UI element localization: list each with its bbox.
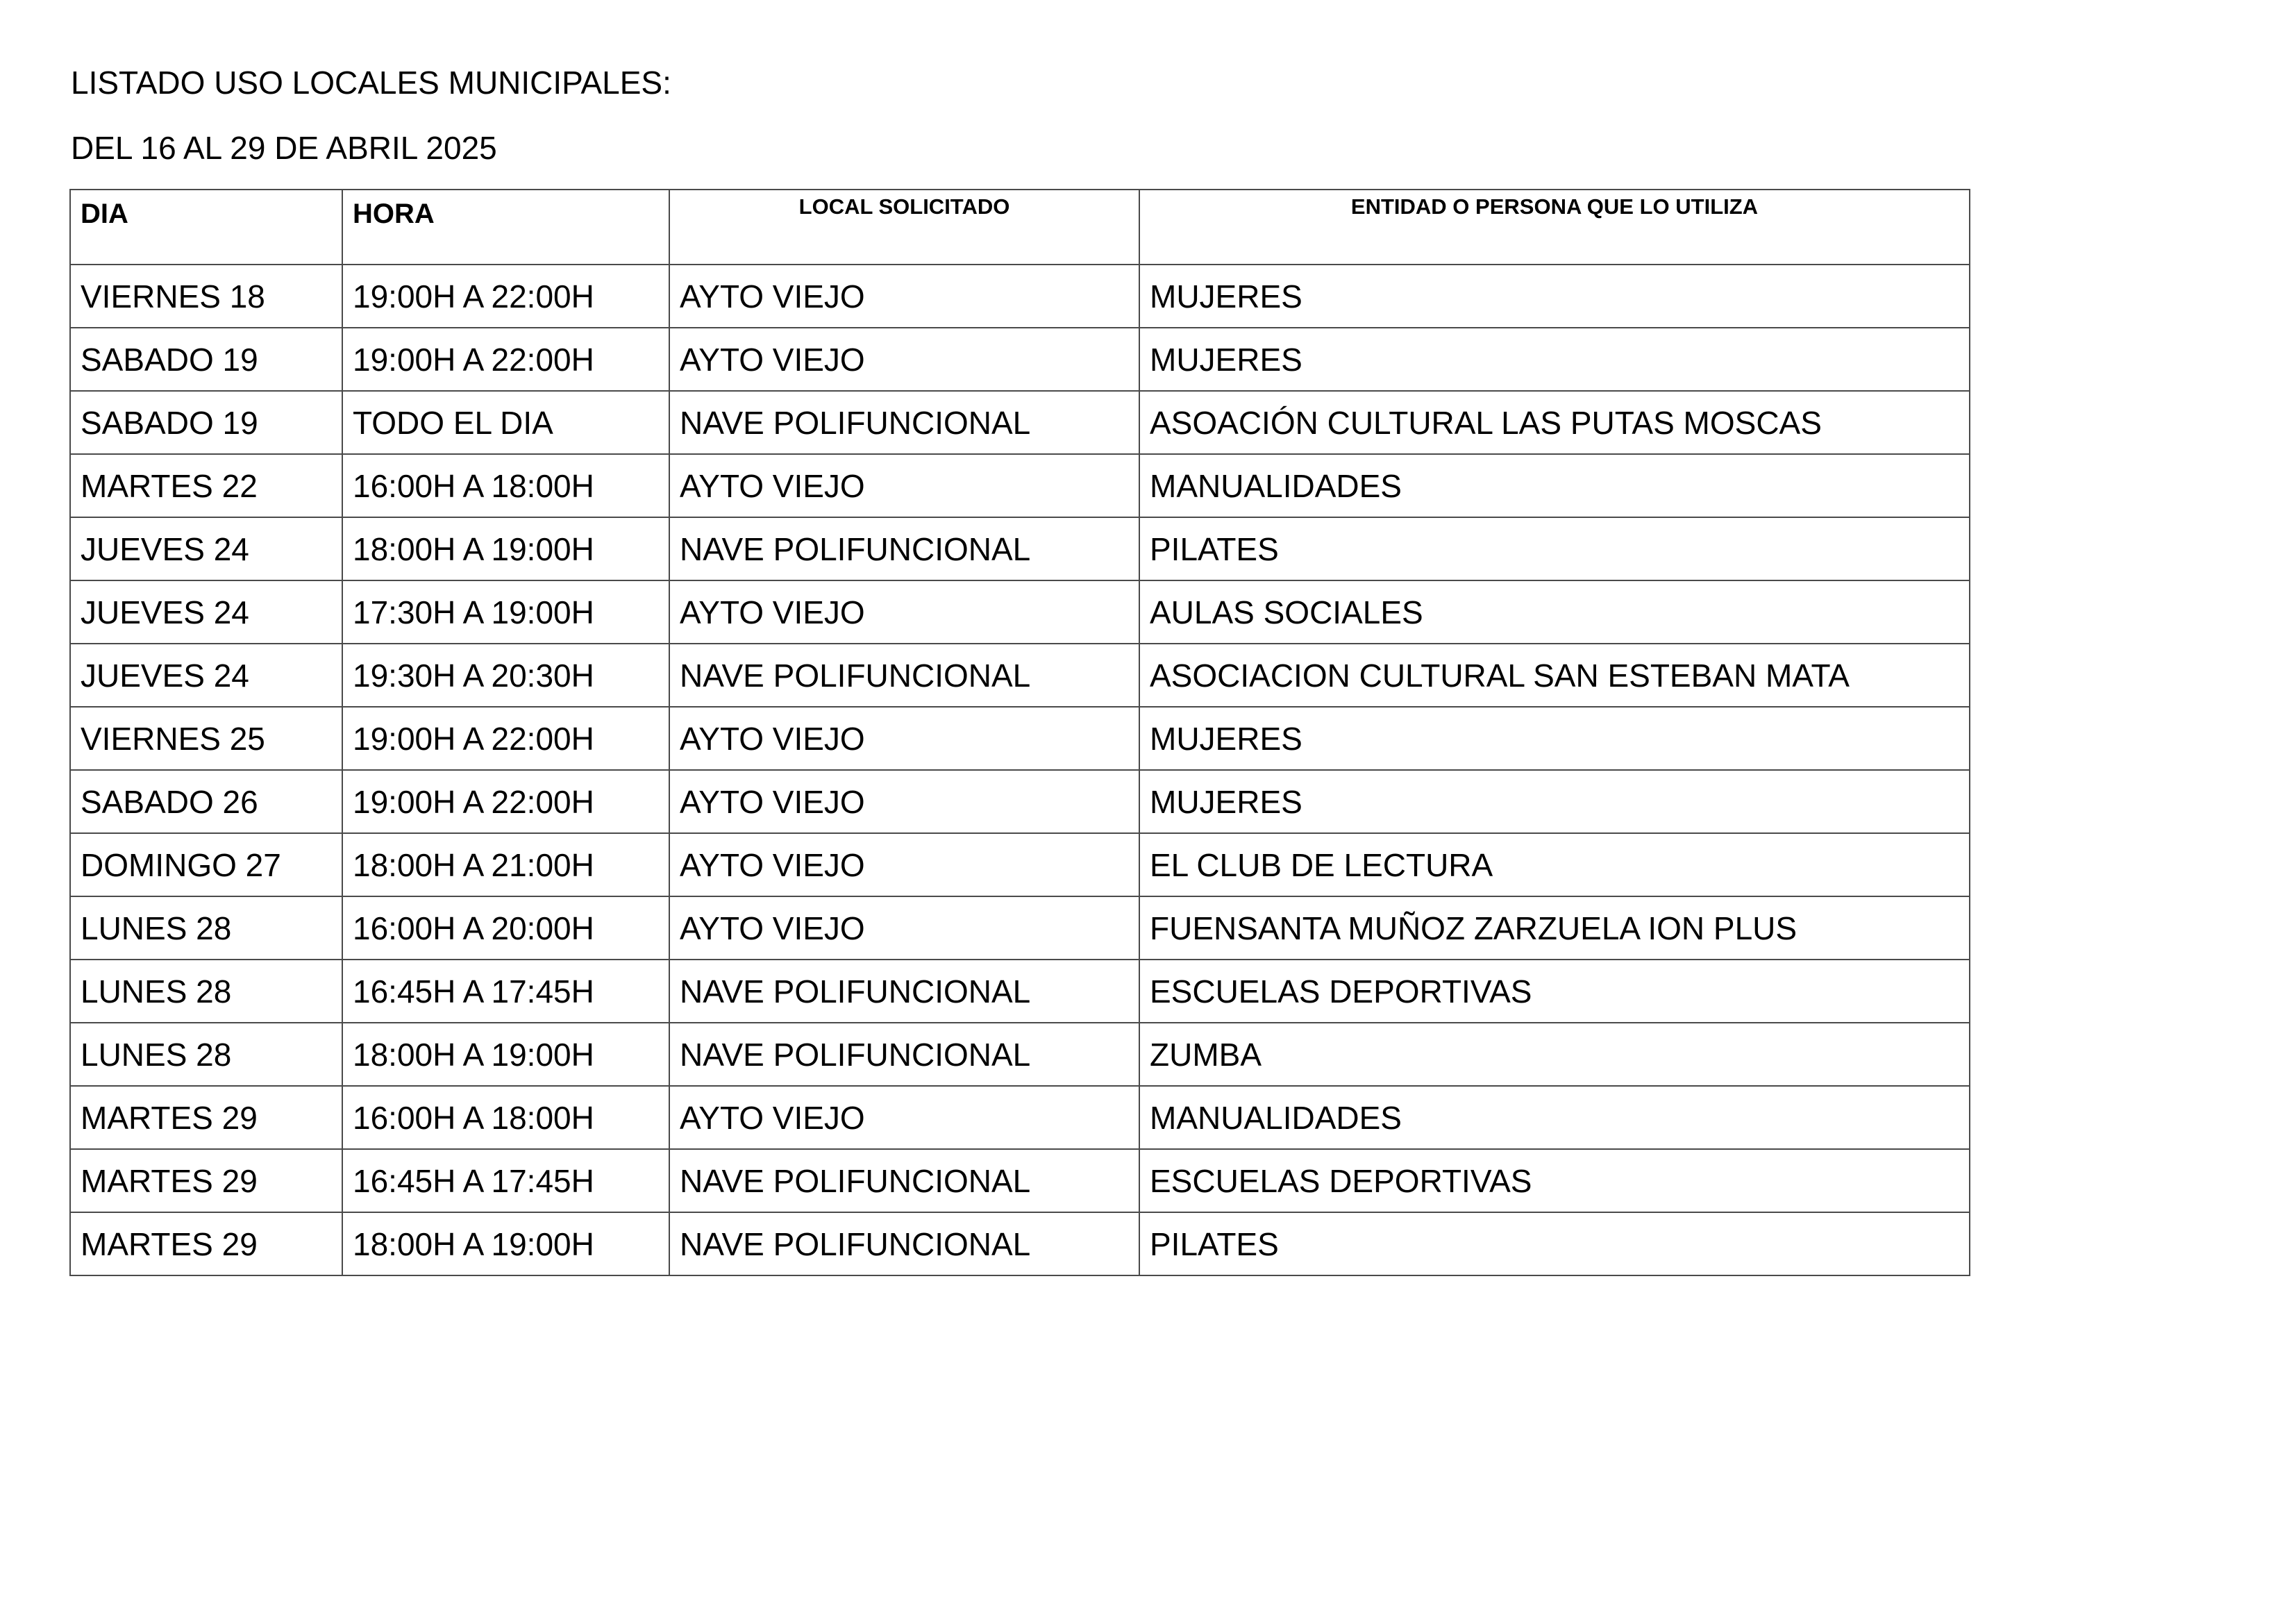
cell-hora: 18:00H A 19:00H [342, 1023, 669, 1086]
cell-entidad: FUENSANTA MUÑOZ ZARZUELA ION PLUS [1139, 896, 1970, 960]
table-row [70, 770, 1970, 833]
header-local: LOCAL SOLICITADO [669, 190, 1139, 265]
document-title: LISTADO USO LOCALES MUNICIPALES: [71, 65, 671, 101]
cell-local: AYTO VIEJO [669, 833, 1139, 896]
cell-hora: 19:30H A 20:30H [342, 644, 669, 707]
cell-entidad: PILATES [1139, 1212, 1970, 1275]
cell-entidad: MUJERES [1139, 770, 1970, 833]
cell-entidad: ASOACIÓN CULTURAL LAS PUTAS MOSCAS [1139, 391, 1970, 454]
table-row [70, 1149, 1970, 1212]
cell-dia: SABADO 26 [70, 770, 342, 833]
cell-hora: 19:00H A 22:00H [342, 265, 669, 328]
cell-entidad: AULAS SOCIALES [1139, 580, 1970, 644]
document-subtitle: DEL 16 AL 29 DE ABRIL 2025 [71, 130, 497, 166]
cell-dia: DOMINGO 27 [70, 833, 342, 896]
table-row [70, 265, 1970, 328]
table-row [70, 644, 1970, 707]
cell-hora: 16:00H A 20:00H [342, 896, 669, 960]
cell-dia: JUEVES 24 [70, 580, 342, 644]
cell-dia: JUEVES 24 [70, 517, 342, 580]
cell-local: NAVE POLIFUNCIONAL [669, 960, 1139, 1023]
table-row [70, 960, 1970, 1023]
cell-dia: LUNES 28 [70, 896, 342, 960]
cell-local: NAVE POLIFUNCIONAL [669, 391, 1139, 454]
cell-local: AYTO VIEJO [669, 896, 1139, 960]
cell-hora: 19:00H A 22:00H [342, 707, 669, 770]
cell-dia: SABADO 19 [70, 391, 342, 454]
cell-entidad: MUJERES [1139, 265, 1970, 328]
cell-hora: 16:00H A 18:00H [342, 1086, 669, 1149]
table-row [70, 1212, 1970, 1275]
cell-dia: LUNES 28 [70, 960, 342, 1023]
cell-dia: LUNES 28 [70, 1023, 342, 1086]
table-row [70, 391, 1970, 454]
cell-entidad: EL CLUB DE LECTURA [1139, 833, 1970, 896]
cell-hora: TODO EL DIA [342, 391, 669, 454]
header-dia: DIA [70, 190, 342, 265]
table-row [70, 1023, 1970, 1086]
table-row [70, 580, 1970, 644]
header-hora: HORA [342, 190, 669, 265]
cell-local: AYTO VIEJO [669, 707, 1139, 770]
cell-hora: 18:00H A 19:00H [342, 1212, 669, 1275]
cell-dia: VIERNES 18 [70, 265, 342, 328]
cell-hora: 19:00H A 22:00H [342, 770, 669, 833]
cell-hora: 19:00H A 22:00H [342, 328, 669, 391]
cell-hora: 16:45H A 17:45H [342, 960, 669, 1023]
table-row [70, 454, 1970, 517]
cell-hora: 18:00H A 19:00H [342, 517, 669, 580]
table-row [70, 707, 1970, 770]
cell-dia: MARTES 29 [70, 1086, 342, 1149]
table-row [70, 1086, 1970, 1149]
cell-dia: JUEVES 24 [70, 644, 342, 707]
cell-local: NAVE POLIFUNCIONAL [669, 1212, 1139, 1275]
cell-entidad: ASOCIACION CULTURAL SAN ESTEBAN MATA [1139, 644, 1970, 707]
cell-entidad: ESCUELAS DEPORTIVAS [1139, 960, 1970, 1023]
cell-local: AYTO VIEJO [669, 1086, 1139, 1149]
cell-hora: 16:45H A 17:45H [342, 1149, 669, 1212]
cell-dia: MARTES 29 [70, 1212, 342, 1275]
cell-hora: 18:00H A 21:00H [342, 833, 669, 896]
schedule-table [69, 189, 1970, 1276]
cell-dia: MARTES 22 [70, 454, 342, 517]
cell-local: NAVE POLIFUNCIONAL [669, 1149, 1139, 1212]
cell-hora: 16:00H A 18:00H [342, 454, 669, 517]
cell-entidad: MANUALIDADES [1139, 454, 1970, 517]
cell-hora: 17:30H A 19:00H [342, 580, 669, 644]
cell-entidad: ZUMBA [1139, 1023, 1970, 1086]
table-row [70, 833, 1970, 896]
cell-dia: SABADO 19 [70, 328, 342, 391]
cell-dia: VIERNES 25 [70, 707, 342, 770]
cell-local: NAVE POLIFUNCIONAL [669, 1023, 1139, 1086]
table-row [70, 517, 1970, 580]
cell-local: AYTO VIEJO [669, 580, 1139, 644]
cell-entidad: MUJERES [1139, 328, 1970, 391]
cell-dia: MARTES 29 [70, 1149, 342, 1212]
cell-local: AYTO VIEJO [669, 454, 1139, 517]
cell-local: NAVE POLIFUNCIONAL [669, 644, 1139, 707]
table-row [70, 896, 1970, 960]
table-header-row [70, 190, 1970, 265]
cell-entidad: PILATES [1139, 517, 1970, 580]
cell-local: AYTO VIEJO [669, 328, 1139, 391]
cell-entidad: MUJERES [1139, 707, 1970, 770]
header-entidad: ENTIDAD O PERSONA QUE LO UTILIZA [1139, 190, 1970, 265]
cell-entidad: MANUALIDADES [1139, 1086, 1970, 1149]
cell-local: NAVE POLIFUNCIONAL [669, 517, 1139, 580]
cell-local: AYTO VIEJO [669, 770, 1139, 833]
table-row [70, 328, 1970, 391]
cell-local: AYTO VIEJO [669, 265, 1139, 328]
cell-entidad: ESCUELAS DEPORTIVAS [1139, 1149, 1970, 1212]
